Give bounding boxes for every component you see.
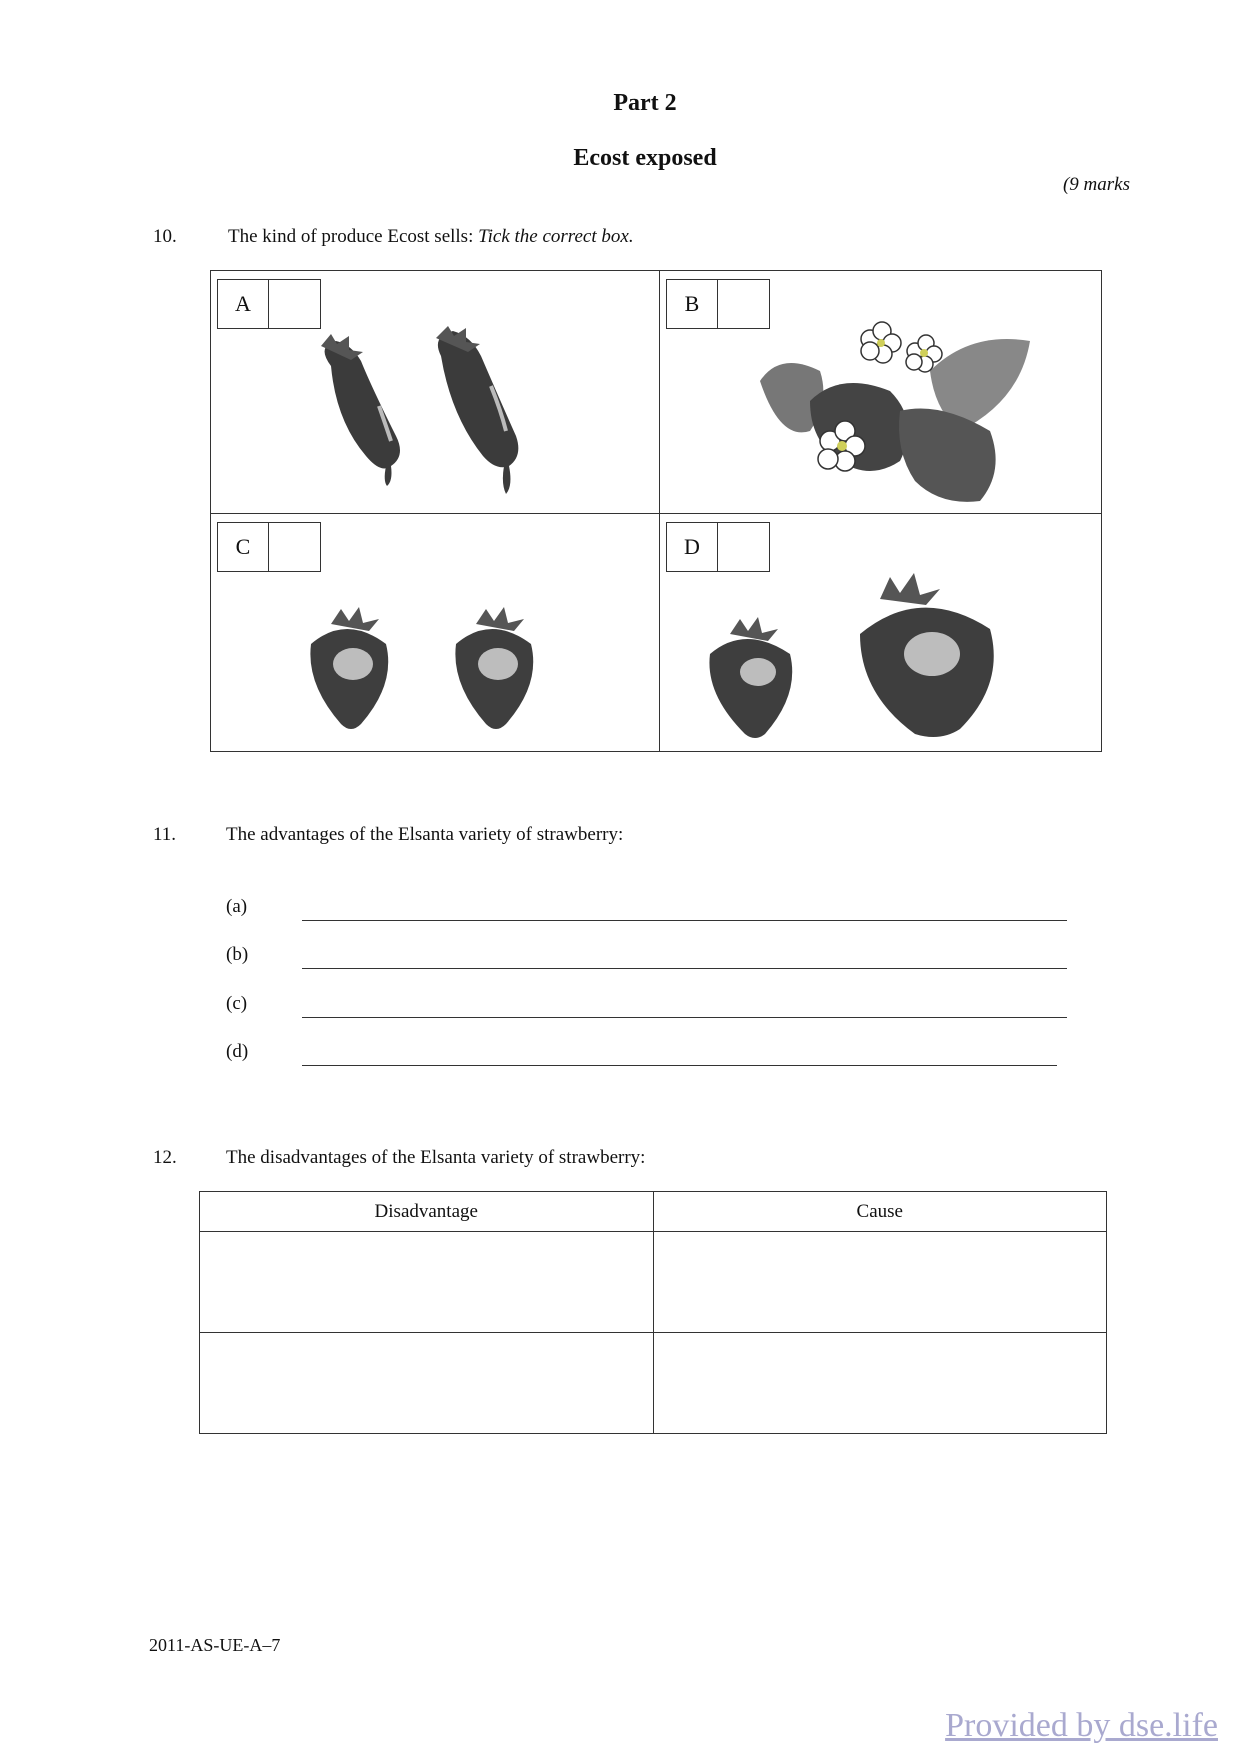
two-strawberries-icon bbox=[291, 584, 571, 744]
q11-item-c-answer-line[interactable] bbox=[302, 1017, 1067, 1018]
table-row bbox=[200, 1333, 1107, 1434]
disadvantage-input-1[interactable] bbox=[201, 1232, 656, 1332]
section-title: Ecost exposed bbox=[573, 145, 717, 171]
strawberries-flowers-icon bbox=[750, 291, 1060, 511]
option-c-label-box bbox=[217, 522, 321, 572]
option-d-cell bbox=[660, 514, 1101, 751]
disadvantage-input-2[interactable] bbox=[201, 1333, 656, 1433]
column-header-cause: Cause bbox=[653, 1192, 1107, 1232]
option-d-letter: D bbox=[666, 522, 718, 572]
table-row bbox=[200, 1232, 1107, 1333]
q10-instruction: Tick the correct box. bbox=[478, 226, 634, 247]
option-a-letter: A bbox=[217, 279, 269, 329]
q11-item-d-answer-line[interactable] bbox=[302, 1065, 1057, 1066]
watermark-link[interactable]: Provided by dse.life bbox=[945, 1707, 1218, 1744]
q10-text bbox=[228, 226, 634, 248]
paper-code: 2011-AS-UE-A–7 bbox=[149, 1635, 281, 1655]
q11-item-a-label: (a) bbox=[226, 896, 248, 917]
option-c-letter: C bbox=[217, 522, 269, 572]
disadvantage-cell-2[interactable] bbox=[200, 1333, 654, 1434]
q11-text: The advantages of the Elsanta variety of strawberry: bbox=[226, 824, 624, 845]
q11-item-b-answer-line[interactable] bbox=[302, 968, 1067, 969]
option-a-cell bbox=[211, 271, 660, 514]
column-header-disadvantage: Disadvantage bbox=[200, 1192, 654, 1232]
cause-input-1[interactable] bbox=[655, 1232, 1110, 1332]
table-header-row bbox=[200, 1192, 1107, 1232]
q11-item-d-label: (d) bbox=[226, 1041, 249, 1062]
option-b-cell bbox=[660, 271, 1101, 514]
q11-item-b-label: (b) bbox=[226, 944, 249, 965]
q10-options-grid bbox=[210, 270, 1102, 752]
q11-item-a-answer-line[interactable] bbox=[302, 920, 1067, 921]
option-c-cell bbox=[211, 514, 660, 751]
small-and-large-strawberry-icon bbox=[700, 544, 1080, 744]
q10-number: 10. bbox=[153, 226, 177, 247]
option-c-tick-box[interactable] bbox=[269, 522, 321, 572]
part-title: Part 2 bbox=[613, 90, 677, 116]
q11-number: 11. bbox=[153, 824, 177, 845]
option-b-letter: B bbox=[666, 279, 718, 329]
cause-input-2[interactable] bbox=[655, 1333, 1110, 1433]
marks-allocation: (9 marks bbox=[1062, 174, 1130, 195]
chocolate-strawberries-icon bbox=[291, 316, 591, 511]
q11-item-c-label: (c) bbox=[226, 993, 248, 1014]
disadvantage-cell-1[interactable] bbox=[200, 1232, 654, 1333]
cause-cell-1[interactable] bbox=[653, 1232, 1107, 1333]
q10-prompt: The kind of produce Ecost sells: bbox=[228, 226, 474, 247]
cause-cell-2[interactable] bbox=[653, 1333, 1107, 1434]
q12-text: The disadvantages of the Elsanta variety of strawberry: bbox=[226, 1147, 646, 1168]
disadvantages-table bbox=[199, 1191, 1107, 1434]
q12-number: 12. bbox=[153, 1147, 177, 1168]
